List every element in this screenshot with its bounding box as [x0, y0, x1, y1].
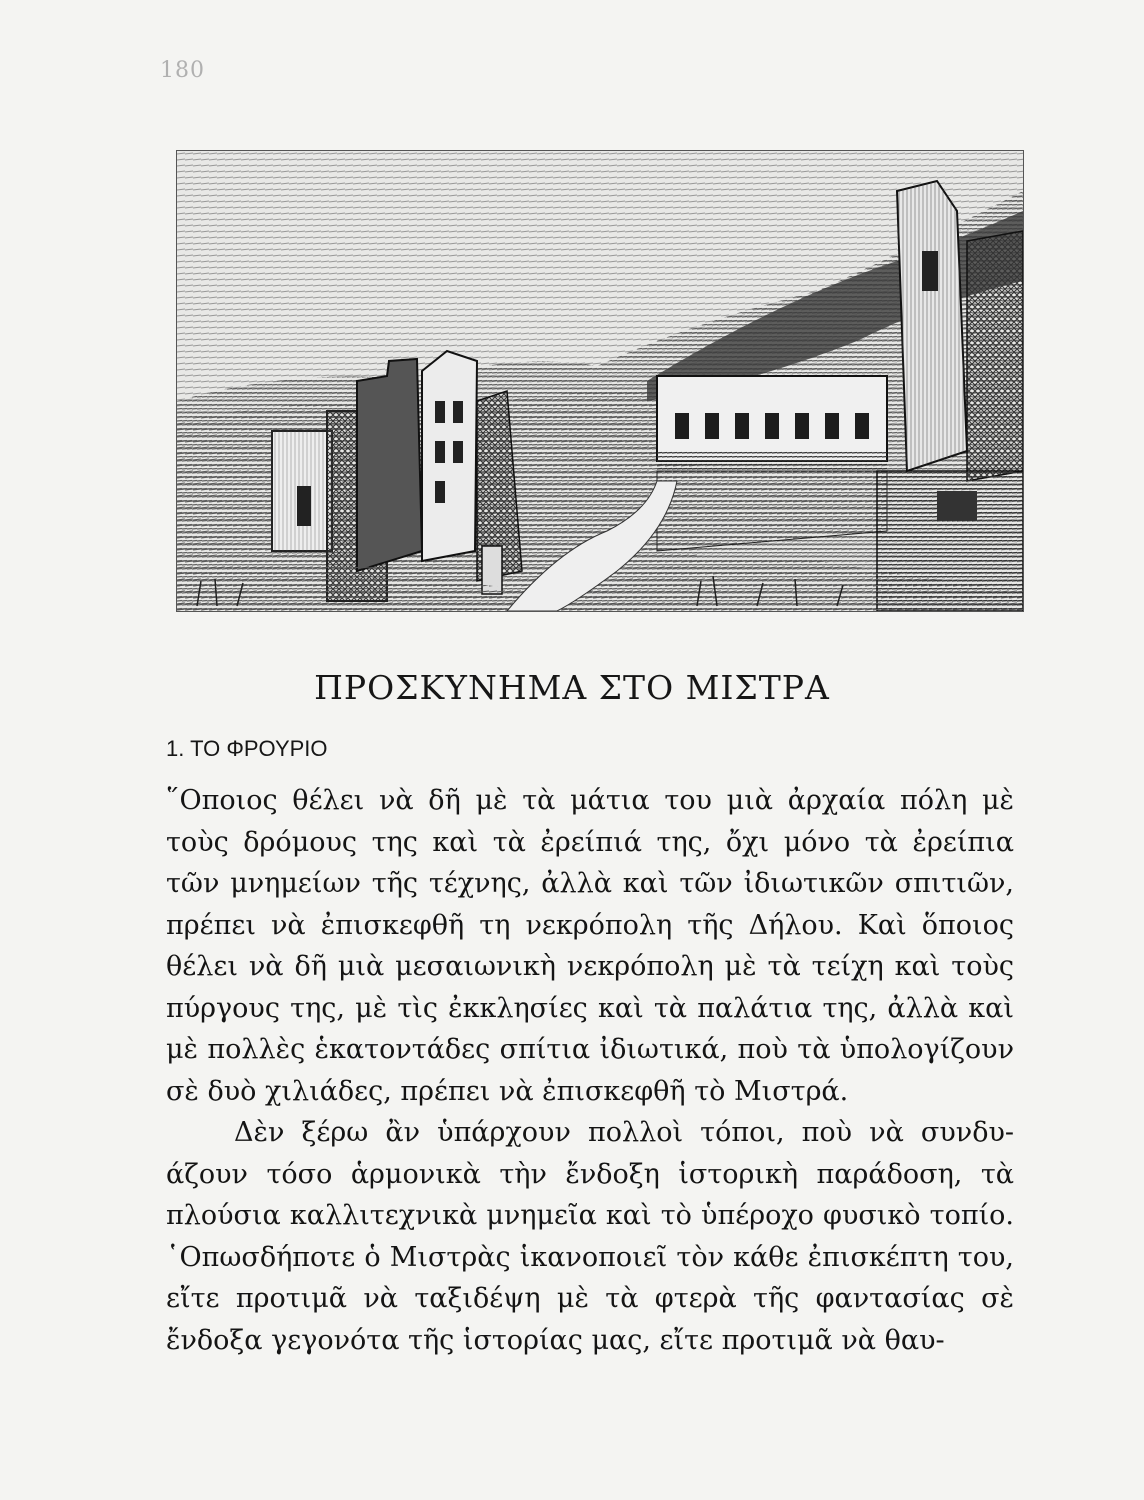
mystras-ruins-illustration: [176, 150, 1024, 612]
page-number: 180: [160, 58, 205, 83]
paragraph-1: ῞Οποιος θέλει νὰ δῆ μὲ τὰ μάτια του μιὰ ἀρχαία πόλη μὲ τοὺς δρόμους της καὶ τὰ ἐρείπιά της, ὄχι μόνο τὰ ἐρείπια τῶν μνημείων τῆς τέχνης, ἀλλὰ καὶ τῶν ἰδιωτικῶν σπιτιῶν, πρέπει νὰ ἐπισκεφθῆ τη νεκρόπολη τῆς Δήλου. Καὶ ὅποιος θέλει νὰ δῆ μιὰ μεσαιωνικὴ νεκρόπολη μὲ τὰ τείχη καὶ τοὺς πύργους της, μὲ τὶς ἐκκλησίες καὶ τὰ παλάτια της, ἀλλὰ καὶ μὲ πολλὲς ἑκατοντάδες σπίτια ἰδιωτικά, ποὺ τὰ ὑπολογίζουν σὲ δυὸ χιλιάδες, πρέπει νὰ ἐπισκεφθῆ τὸ Μιστρά.: [166, 785, 1014, 1107]
ruin-palace: [657, 376, 887, 551]
section-heading: 1. ΤΟ ΦΡΟΥΡΙΟ: [166, 736, 328, 761]
engraving-image: [177, 151, 1023, 611]
article-body: [166, 780, 1014, 1361]
paragraph-2: Δὲν ξέρω ἂν ὑπάρχουν πολλοὶ τόποι, ποὺ νὰ συνδυάζουν τόσο ἁρμονικὰ τὴν ἔνδοξη ἱστορικὴ παράδοση, τὰ πλούσια καλλιτεχνικὰ μνημεῖα καὶ τὸ ὑπέροχο φυσικὸ τοπίο. ῾Οπωσδήποτε ὁ Μιστρὰς ἱκανοποιεῖ τὸν κάθε ἐπισκέπτη του, εἴτε προτιμᾶ νὰ ταξιδέψη μὲ τὰ φτερὰ τῆς φαντασίας σὲ ἔνδοξα γεγονότα τῆς ἱστορίας μας, εἴτε προτιμᾶ νὰ θαυ-: [166, 1117, 1014, 1356]
article-title: ΠΡΟΣΚΥΝΗΜΑ ΣΤΟ ΜΙΣΤΡΑ: [314, 668, 830, 707]
